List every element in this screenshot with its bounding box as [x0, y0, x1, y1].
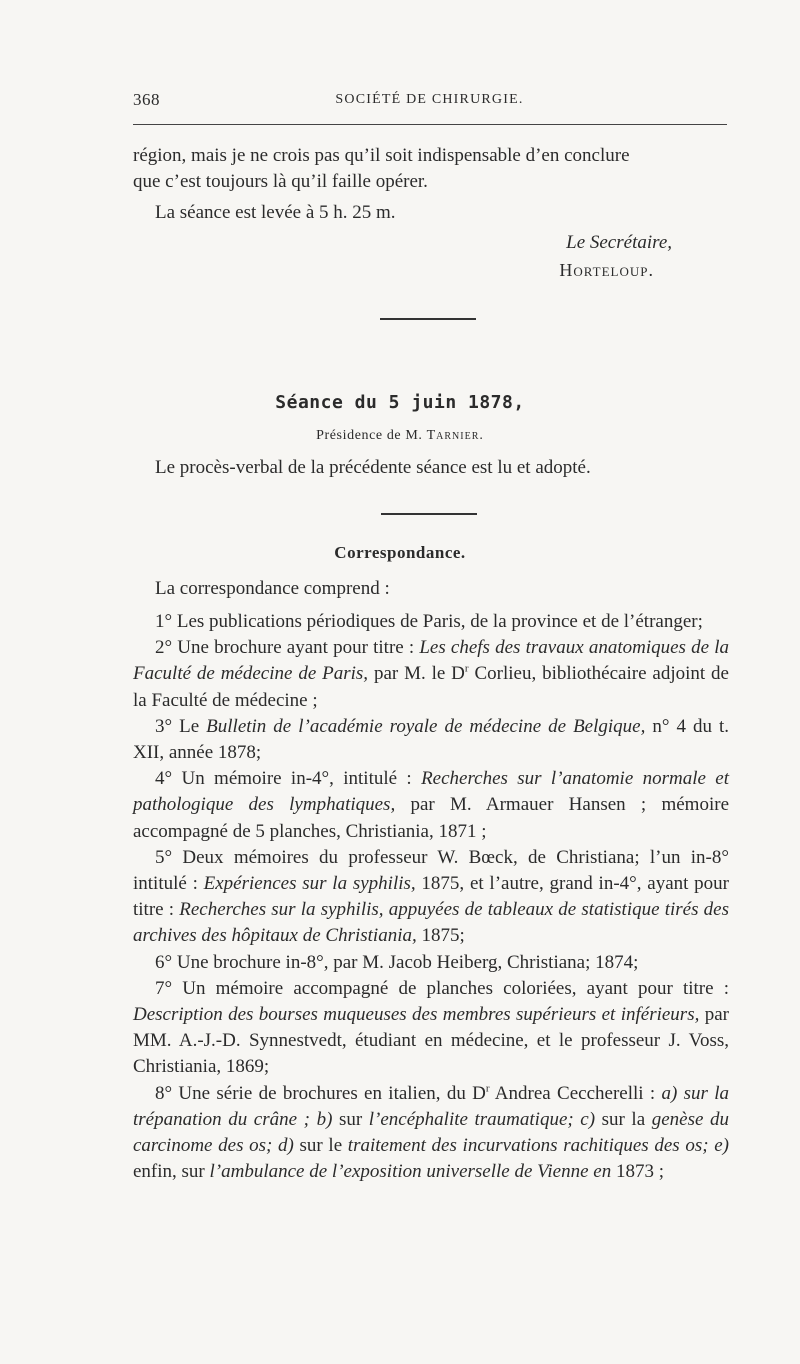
item-text: 1875, et l’autre, grand in-4°, ayant pour titre : — [133, 873, 729, 921]
opening-line-1: région, mais je ne crois pas qu’il soit indispensable d’en conclure — [133, 145, 630, 166]
list-item — [133, 635, 729, 714]
italic-title: b) — [316, 1108, 333, 1130]
item-text: Une brochure ayant pour titre : — [177, 637, 420, 659]
italic-title: Recherches sur la syphilis, appuyées de tableaux de statistique tirés des archives des hôpitaux de Christiania, — [133, 899, 729, 947]
proces-verbal: Le procès-verbal de la précédente séance est lu et adopté. — [155, 457, 591, 478]
item-text — [310, 1109, 317, 1130]
italic-title: Les chefs des travaux anatomiques de la Faculté de médecine de Paris, — [133, 637, 729, 685]
item-number: 6° — [155, 951, 177, 973]
item-text: Une brochure in-8°, par M. Jacob Heiberg, Christiana; 1874; — [176, 951, 639, 973]
signature-name: Horteloup. — [559, 260, 654, 280]
header-rule — [133, 124, 727, 125]
running-title: SOCIÉTÉ DE CHIRURGIE. — [335, 92, 524, 107]
italic-title: l’encéphalite traumatique; c) — [368, 1108, 596, 1130]
item-text: r — [464, 663, 469, 676]
item-text: r — [485, 1082, 490, 1095]
list-item — [133, 845, 729, 950]
item-text: Un mémoire accompagné de planches coloriées, ayant pour titre : — [182, 977, 729, 999]
opening-paragraph — [133, 143, 729, 195]
item-text: sur la — [595, 1108, 652, 1130]
list-item — [133, 976, 729, 1081]
list-item — [133, 950, 729, 976]
list-item — [133, 609, 729, 635]
item-number: 8° — [155, 1082, 179, 1104]
item-text: sur — [332, 1108, 369, 1130]
list-item — [133, 1081, 729, 1186]
item-text: par MM. A.-J.-D. Synnestvedt, étudiant en médecine, et le professeur J. Voss, Christiania, 1869; — [133, 1004, 729, 1078]
signature-title: Le Secrétaire, — [566, 232, 672, 253]
closing-sentence: La séance est levée à 5 h. 25 m. — [155, 202, 396, 223]
item-text: Un mémoire in-4°, intitulé : — [181, 768, 422, 790]
italic-title: l’ambulance de l’exposition universelle de Vienne en — [209, 1161, 612, 1183]
page-header — [133, 86, 726, 112]
section-divider — [381, 513, 477, 515]
section-divider — [380, 318, 476, 320]
italic-title: a) sur la trépanation du crâne ; — [133, 1082, 729, 1130]
italic-title: Expériences sur la syphilis, — [203, 873, 416, 895]
item-text: Corlieu, bibliothécaire adjoint de la Faculté de médecine ; — [133, 663, 729, 711]
list-item — [133, 766, 729, 845]
item-number: 5° — [155, 846, 183, 868]
item-number: 1° — [155, 611, 177, 632]
presidence-line — [0, 428, 800, 444]
italic-title: traitement des incurvations rachitiques des os; e) — [347, 1135, 729, 1157]
item-text: enfin, sur — [133, 1161, 210, 1183]
item-text: sur le — [293, 1135, 348, 1157]
item-text: Deux mémoires du professeur W. Bœck, de Christiana; l’un in-8° intitulé : — [133, 846, 729, 895]
item-text: n° 4 du t. XII, année 1878; — [133, 715, 729, 764]
item-number: 4° — [155, 768, 182, 790]
item-text: Une série de brochures en italien, du D — [178, 1082, 486, 1104]
presidence-prefix: Présidence de M. — [316, 428, 427, 443]
item-text: 1875; — [416, 925, 465, 947]
seance-title: Séance du 5 juin 1878, — [275, 392, 525, 413]
item-text: par M. Armauer Hansen ; mémoire accompagné de 5 planches, Christiania, 1871 ; — [133, 794, 730, 842]
italic-title: Recherches sur l’anatomie normale et pathologique des lymphatiques, — [133, 768, 730, 816]
item-text: Le — [179, 715, 207, 737]
italic-title: Bulletin de l’académie royale de médecine de Belgique, — [206, 715, 646, 737]
list-item — [133, 714, 729, 766]
opening-line-2: que c’est toujours là qu’il faille opérer. — [133, 171, 428, 192]
correspondance-intro: La correspondance comprend : — [155, 578, 390, 599]
correspondance-list — [133, 609, 729, 1185]
item-text: par M. le D — [368, 663, 465, 685]
item-number: 2° — [155, 637, 178, 659]
item-text: Andrea Ceccherelli : — [489, 1082, 662, 1104]
correspondance-heading: Correspondance. — [334, 543, 466, 562]
item-text: 1873 ; — [611, 1161, 664, 1183]
item-number: 7° — [155, 977, 183, 999]
president-name: Tarnier. — [426, 428, 484, 443]
italic-title: Description des bourses muqueuses des membres supérieurs et inférieurs, — [133, 1004, 700, 1026]
item-text: Les publications périodiques de Paris, de la province et de l’étranger; — [176, 611, 703, 632]
page-number: 368 — [133, 90, 160, 109]
italic-title: genèse du carcinome des os; d) — [133, 1108, 729, 1157]
item-number: 3° — [155, 715, 180, 737]
